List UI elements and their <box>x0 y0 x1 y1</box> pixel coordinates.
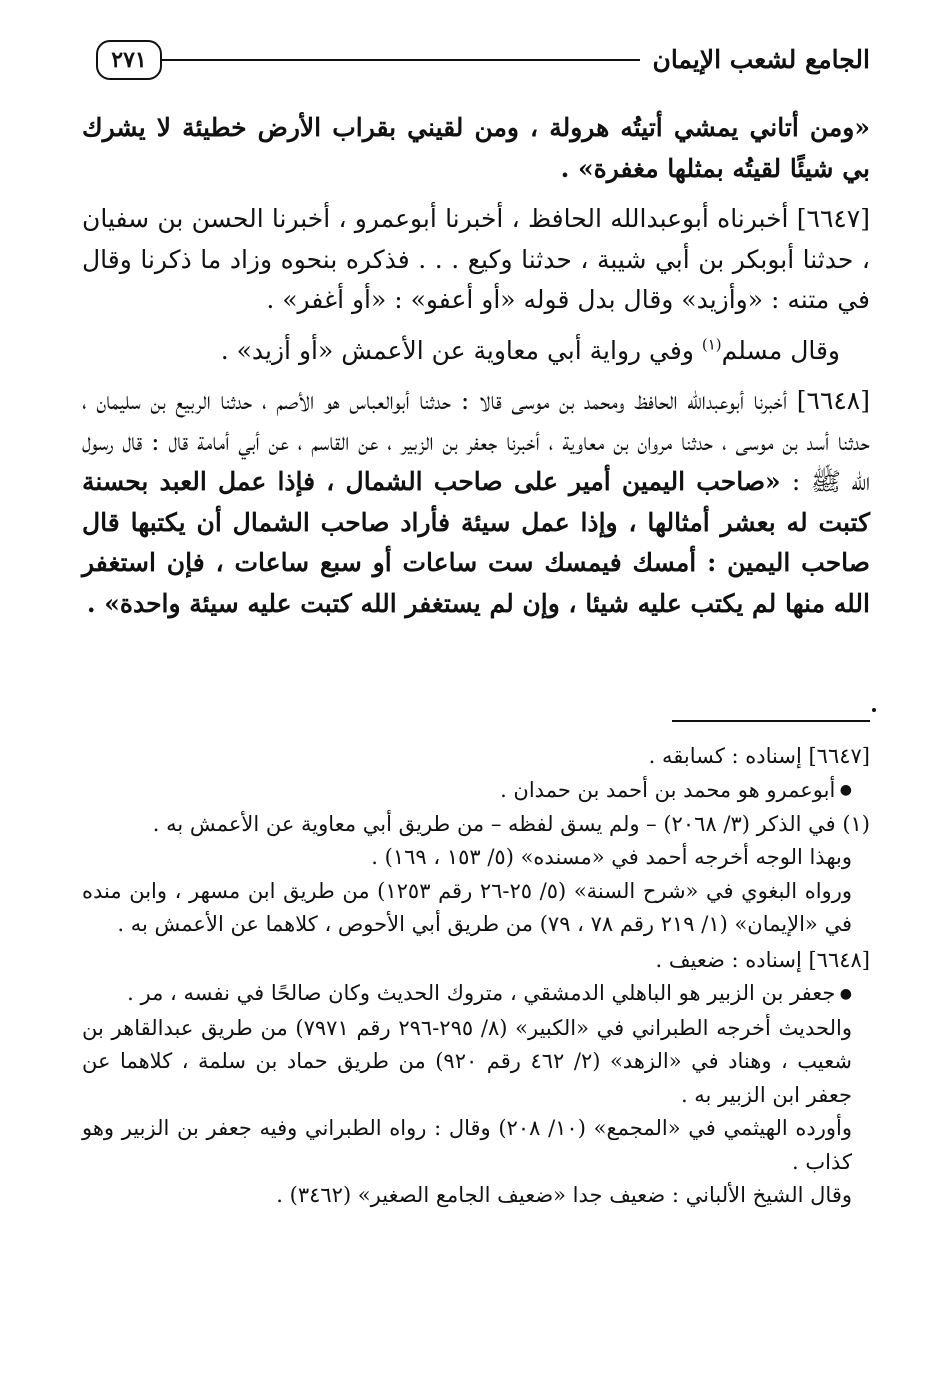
footnote-6648-isnad: [٦٦٤٨] إسناده : ضعيف . <box>655 947 870 972</box>
footnote-1: (١) في الذكر (٣/ ٢٠٦٨) – ولم يسق لفظه – من طريق أبي معاوية عن الأعمش به . <box>152 811 870 836</box>
footnote-6648-tabarani: والحديث أخرجه الطبراني في «الكبير» (٨/ ٢٩٥-٢٩٦ رقم ٧٩٧١) من طريق عبدالقاهر بن شعيب ، وهناد في «الزهد» (٢/ ٤٦٢ رقم ٩٢٠) من طريق حماد بن سلمة ، كلاهما عن جعفر ابن الزبير به . <box>82 1015 852 1107</box>
footnote-6647-isnad: [٦٦٤٧] إسناده : كسابقه . <box>648 744 870 768</box>
running-title: الجامع لشعب الإيمان <box>652 45 870 74</box>
narration-6647: [٦٦٤٧] أخبرناه أبوعبدالله الحافظ ، أخبرنا أبوعمرو ، أخبرنا الحسن بن سفيان ، حدثنا أبوبكر بن أبي شيبة ، حدثنا وكيع . . . فذكره بنحوه وزاد ما ذكرنا وقال في متنه : «وأزيد» وقال بدل قوله «أو أعفو» : «أو أغفر» . <box>82 204 870 314</box>
page-header <box>96 28 870 94</box>
footnote-6647-bullet: ● أبوعمرو هو محمد بن أحمد بن حمدان . <box>82 774 870 808</box>
footnotes <box>82 740 870 1213</box>
separator-dot <box>872 708 876 712</box>
main-text <box>82 108 870 624</box>
header-rule <box>162 59 640 61</box>
footnote-1-ahmad: وبهذا الوجه أخرجه أحمد في «مسنده» (٥/ ١٥٣ ، ١٦٩) . <box>371 845 852 870</box>
hadith-continuation: «ومن أتاني يمشي أتيتُه هرولة ، ومن لقيني بقراب الأرض خطيئة لا يشرك بي شيئًا لقيتُه بمثلها مغفرة» . <box>82 113 870 183</box>
page-number: ٢٧١ <box>96 40 162 80</box>
footnote-separator <box>672 720 870 722</box>
footnote-6648-haythami: وأورده الهيثمي في «المجمع» (١٠/ ٢٠٨) وقال : رواه الطبراني وفيه جعفر بن الزبير وهو كذاب . <box>82 1116 852 1174</box>
muslim-note <box>82 331 870 372</box>
footnote-ref-1: (١) <box>701 335 722 354</box>
footnote-6648-bullet: ● جعفر بن الزبير هو الباهلي الدمشقي ، متروك الحديث وكان صالحًا في نفسه ، مر . <box>82 977 870 1011</box>
narration-6648-chain: [٦٦٤٨] أخبرنا أبوعبدالله الحافظ ومحمد بن موسى قالا : حدثنا أبوالعباس هو الأصم ، حدثنا الربيع بن سليمان ، حدثنا أسد بن موسى ، حدثنا مروان بن معاوية ، أخبرنا جعفر بن الزبير ، عن القاسم ، عن أبي أمامة قال : قال رسول الله ﷺ : <box>82 386 870 496</box>
muslim-note-end: وفي رواية أبي معاوية عن الأعمش «أو أزيد» . <box>220 335 702 365</box>
narration-6648 <box>82 381 870 624</box>
narration-6648-hadith: «صاحب اليمين أمير على صاحب الشمال ، فإذا عمل العبد بحسنة كتبت له بعشر أمثالها ، وإذا عمل سيئة فأراد صاحب الشمال أن يكتبها قال صاحب اليمين : أمسك فيمسك ست ساعات أو سبع ساعات ، فإن استغفر الله منها لم يكتب عليه شيئا ، وإن لم يستغفر الله كتبت عليه سيئة واحدة» . <box>82 467 870 618</box>
footnote-1-baghawi: ورواه البغوي في «شرح السنة» (٥/ ٢٥-٢٦ رقم ١٢٥٣) من طريق ابن مسهر ، وابن منده في «الإيمان» (١/ ٢١٩ رقم ٧٨ ، ٧٩) من طريق أبي الأحوص ، كلاهما عن الأعمش به . <box>82 878 852 937</box>
muslim-note-start: وقال مسلم <box>721 335 840 365</box>
footnote-6648-albani: وقال الشيخ الألباني : ضعيف جدا «ضعيف الجامع الصغير» (٣٤٦٢) . <box>276 1183 852 1207</box>
